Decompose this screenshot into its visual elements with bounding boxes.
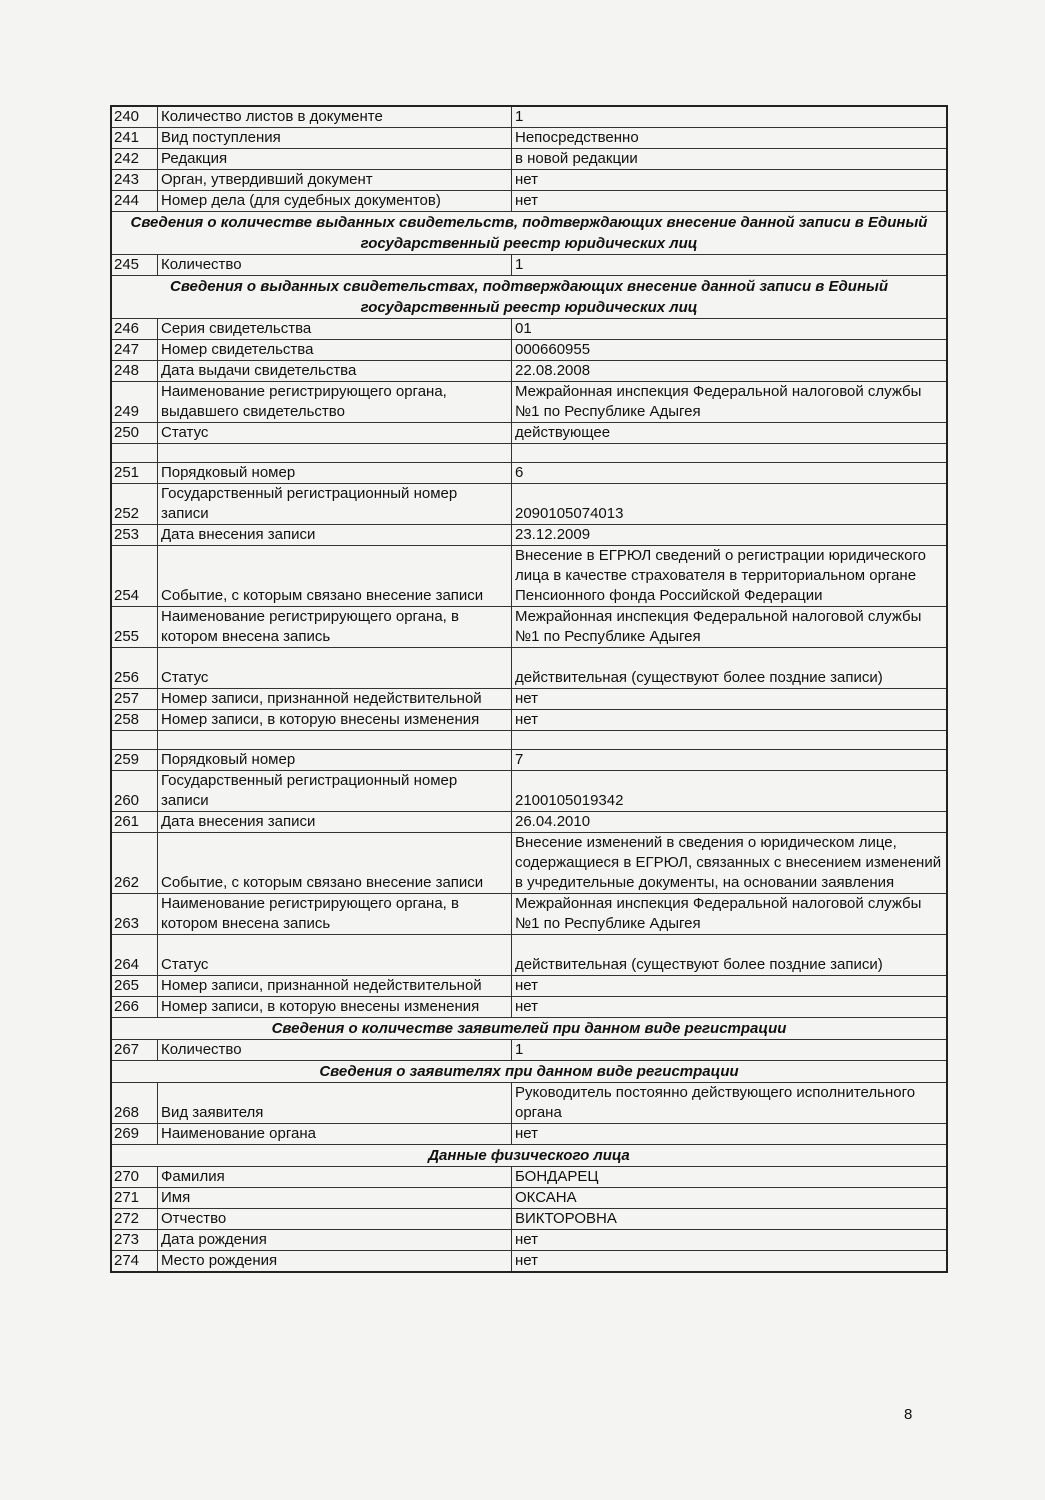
table-row <box>111 1230 947 1251</box>
table-row <box>111 149 947 170</box>
field-label-cell: Наименование регистрирующего органа, в котором внесена запись <box>158 894 512 935</box>
field-label-cell: Государственный регистрационный номер записи <box>158 484 512 525</box>
field-label-cell: Статус <box>158 648 512 689</box>
table-row <box>111 170 947 191</box>
table-row <box>111 1124 947 1145</box>
field-value-cell: 1 <box>512 255 948 276</box>
field-label-cell: Статус <box>158 423 512 444</box>
table-row <box>111 750 947 771</box>
row-number-cell: 266 <box>111 997 158 1018</box>
table-row <box>111 255 947 276</box>
field-label-cell: Вид поступления <box>158 128 512 149</box>
row-number-cell: 260 <box>111 771 158 812</box>
field-label-cell: Фамилия <box>158 1167 512 1188</box>
table-row <box>111 771 947 812</box>
field-label-cell: Государственный регистрационный номер записи <box>158 771 512 812</box>
section-title: Сведения о выданных свидетельствах, подтверждающих внесение данной записи в Единый государственный реестр юридических лиц <box>111 276 947 319</box>
table-row <box>111 128 947 149</box>
field-value-cell: 22.08.2008 <box>512 361 948 382</box>
field-value-cell: нет <box>512 1124 948 1145</box>
row-number-cell: 273 <box>111 1230 158 1251</box>
field-label-cell: Порядковый номер <box>158 463 512 484</box>
field-value-cell: БОНДАРЕЦ <box>512 1167 948 1188</box>
row-number-cell: 245 <box>111 255 158 276</box>
field-label-cell: Серия свидетельства <box>158 319 512 340</box>
field-value-cell: 000660955 <box>512 340 948 361</box>
field-label-cell: Номер записи, в которую внесены изменения <box>158 997 512 1018</box>
field-label-cell: Номер записи, признанной недействительной <box>158 689 512 710</box>
row-number-cell: 272 <box>111 1209 158 1230</box>
table-row <box>111 935 947 976</box>
field-value-cell: нет <box>512 1251 948 1273</box>
table-row <box>111 997 947 1018</box>
spacer-row <box>111 444 947 463</box>
field-label-cell: Наименование органа <box>158 1124 512 1145</box>
field-value-cell: в новой редакции <box>512 149 948 170</box>
table-row <box>111 340 947 361</box>
row-number-cell: 252 <box>111 484 158 525</box>
row-number-cell: 248 <box>111 361 158 382</box>
field-value-cell: нет <box>512 976 948 997</box>
field-value-cell: 1 <box>512 1040 948 1061</box>
field-label-cell: Статус <box>158 935 512 976</box>
table-row <box>111 894 947 935</box>
field-label-cell: Событие, с которым связано внесение записи <box>158 546 512 607</box>
field-value-cell: ВИКТОРОВНА <box>512 1209 948 1230</box>
section-header-row <box>111 1018 947 1040</box>
table-row <box>111 484 947 525</box>
row-number-cell: 263 <box>111 894 158 935</box>
field-label-cell: Номер записи, в которую внесены изменения <box>158 710 512 731</box>
table-row <box>111 191 947 212</box>
empty-cell <box>111 731 158 750</box>
field-label-cell: Вид заявителя <box>158 1083 512 1124</box>
field-value-cell: Межрайонная инспекция Федеральной налоговой службы №1 по Республике Адыгея <box>512 607 948 648</box>
field-label-cell: Редакция <box>158 149 512 170</box>
field-value-cell: нет <box>512 710 948 731</box>
empty-cell <box>512 444 948 463</box>
row-number-cell: 258 <box>111 710 158 731</box>
row-number-cell: 247 <box>111 340 158 361</box>
field-value-cell: 7 <box>512 750 948 771</box>
row-number-cell: 244 <box>111 191 158 212</box>
field-label-cell: Дата внесения записи <box>158 525 512 546</box>
field-label-cell: Количество <box>158 255 512 276</box>
row-number-cell: 262 <box>111 833 158 894</box>
table-row <box>111 607 947 648</box>
field-value-cell: Непосредственно <box>512 128 948 149</box>
field-value-cell: Внесение изменений в сведения о юридическом лице, содержащиеся в ЕГРЮЛ, связанных с внесением изменений в учредительные документы, на основании заявления <box>512 833 948 894</box>
field-label-cell: Количество <box>158 1040 512 1061</box>
table-row <box>111 710 947 731</box>
field-value-cell: Межрайонная инспекция Федеральной налоговой службы №1 по Республике Адыгея <box>512 894 948 935</box>
empty-cell <box>158 731 512 750</box>
section-header-row <box>111 1145 947 1167</box>
row-number-cell: 274 <box>111 1251 158 1273</box>
field-label-cell: Место рождения <box>158 1251 512 1273</box>
section-title: Сведения о заявителях при данном виде регистрации <box>111 1061 947 1083</box>
empty-cell <box>512 731 948 750</box>
field-value-cell: нет <box>512 191 948 212</box>
row-number-cell: 256 <box>111 648 158 689</box>
row-number-cell: 268 <box>111 1083 158 1124</box>
field-label-cell: Дата выдачи свидетельства <box>158 361 512 382</box>
row-number-cell: 243 <box>111 170 158 191</box>
field-label-cell: Орган, утвердивший документ <box>158 170 512 191</box>
field-value-cell: 1 <box>512 106 948 128</box>
field-value-cell: действующее <box>512 423 948 444</box>
row-number-cell: 250 <box>111 423 158 444</box>
row-number-cell: 246 <box>111 319 158 340</box>
table-row <box>111 1209 947 1230</box>
field-value-cell: нет <box>512 997 948 1018</box>
field-value-cell: действительная (существуют более поздние записи) <box>512 935 948 976</box>
table-row <box>111 423 947 444</box>
field-value-cell: 2090105074013 <box>512 484 948 525</box>
row-number-cell: 240 <box>111 106 158 128</box>
row-number-cell: 265 <box>111 976 158 997</box>
field-label-cell: Наименование регистрирующего органа, в котором внесена запись <box>158 607 512 648</box>
table-row <box>111 1040 947 1061</box>
spacer-row <box>111 731 947 750</box>
registry-extract-table <box>110 105 948 1273</box>
field-label-cell: Отчество <box>158 1209 512 1230</box>
table-row <box>111 106 947 128</box>
field-value-cell: 26.04.2010 <box>512 812 948 833</box>
section-header-row <box>111 1061 947 1083</box>
table-row <box>111 833 947 894</box>
row-number-cell: 259 <box>111 750 158 771</box>
table-row <box>111 1167 947 1188</box>
table-row <box>111 463 947 484</box>
row-number-cell: 261 <box>111 812 158 833</box>
section-title: Сведения о количестве выданных свидетельств, подтверждающих внесение данной записи в Единый государственный реестр юридических лиц <box>111 212 947 255</box>
section-header-row <box>111 276 947 319</box>
field-value-cell: Руководитель постоянно действующего исполнительного органа <box>512 1083 948 1124</box>
row-number-cell: 241 <box>111 128 158 149</box>
empty-cell <box>158 444 512 463</box>
row-number-cell: 270 <box>111 1167 158 1188</box>
field-value-cell: нет <box>512 170 948 191</box>
table-row <box>111 976 947 997</box>
row-number-cell: 264 <box>111 935 158 976</box>
field-label-cell: Событие, с которым связано внесение записи <box>158 833 512 894</box>
field-value-cell: нет <box>512 689 948 710</box>
table-row <box>111 1083 947 1124</box>
field-value-cell: нет <box>512 1230 948 1251</box>
empty-cell <box>111 444 158 463</box>
table-row <box>111 1251 947 1273</box>
field-value-cell: 23.12.2009 <box>512 525 948 546</box>
field-value-cell: Внесение в ЕГРЮЛ сведений о регистрации юридического лица в качестве страхователя в территориальном органе Пенсионного фонда Российской Федерации <box>512 546 948 607</box>
field-value-cell: 2100105019342 <box>512 771 948 812</box>
row-number-cell: 242 <box>111 149 158 170</box>
row-number-cell: 271 <box>111 1188 158 1209</box>
field-value-cell: 01 <box>512 319 948 340</box>
row-number-cell: 254 <box>111 546 158 607</box>
field-label-cell: Количество листов в документе <box>158 106 512 128</box>
field-label-cell: Имя <box>158 1188 512 1209</box>
row-number-cell: 267 <box>111 1040 158 1061</box>
table-body <box>111 106 947 1272</box>
table-row <box>111 361 947 382</box>
table-row <box>111 382 947 423</box>
row-number-cell: 251 <box>111 463 158 484</box>
field-label-cell: Наименование регистрирующего органа, выдавшего свидетельство <box>158 382 512 423</box>
field-label-cell: Номер дела (для судебных документов) <box>158 191 512 212</box>
table-row <box>111 648 947 689</box>
field-value-cell: действительная (существуют более поздние записи) <box>512 648 948 689</box>
field-value-cell: 6 <box>512 463 948 484</box>
field-label-cell: Номер свидетельства <box>158 340 512 361</box>
row-number-cell: 249 <box>111 382 158 423</box>
row-number-cell: 253 <box>111 525 158 546</box>
field-value-cell: ОКСАНА <box>512 1188 948 1209</box>
row-number-cell: 257 <box>111 689 158 710</box>
section-header-row <box>111 212 947 255</box>
section-title: Данные физического лица <box>111 1145 947 1167</box>
table-row <box>111 689 947 710</box>
field-label-cell: Порядковый номер <box>158 750 512 771</box>
section-title: Сведения о количестве заявителей при данном виде регистрации <box>111 1018 947 1040</box>
table-row <box>111 546 947 607</box>
field-label-cell: Дата внесения записи <box>158 812 512 833</box>
field-label-cell: Номер записи, признанной недействительной <box>158 976 512 997</box>
page-number: 8 <box>904 1406 913 1423</box>
table-row <box>111 525 947 546</box>
table-row <box>111 1188 947 1209</box>
row-number-cell: 269 <box>111 1124 158 1145</box>
table-row <box>111 319 947 340</box>
row-number-cell: 255 <box>111 607 158 648</box>
table-row <box>111 812 947 833</box>
field-value-cell: Межрайонная инспекция Федеральной налоговой службы №1 по Республике Адыгея <box>512 382 948 423</box>
field-label-cell: Дата рождения <box>158 1230 512 1251</box>
